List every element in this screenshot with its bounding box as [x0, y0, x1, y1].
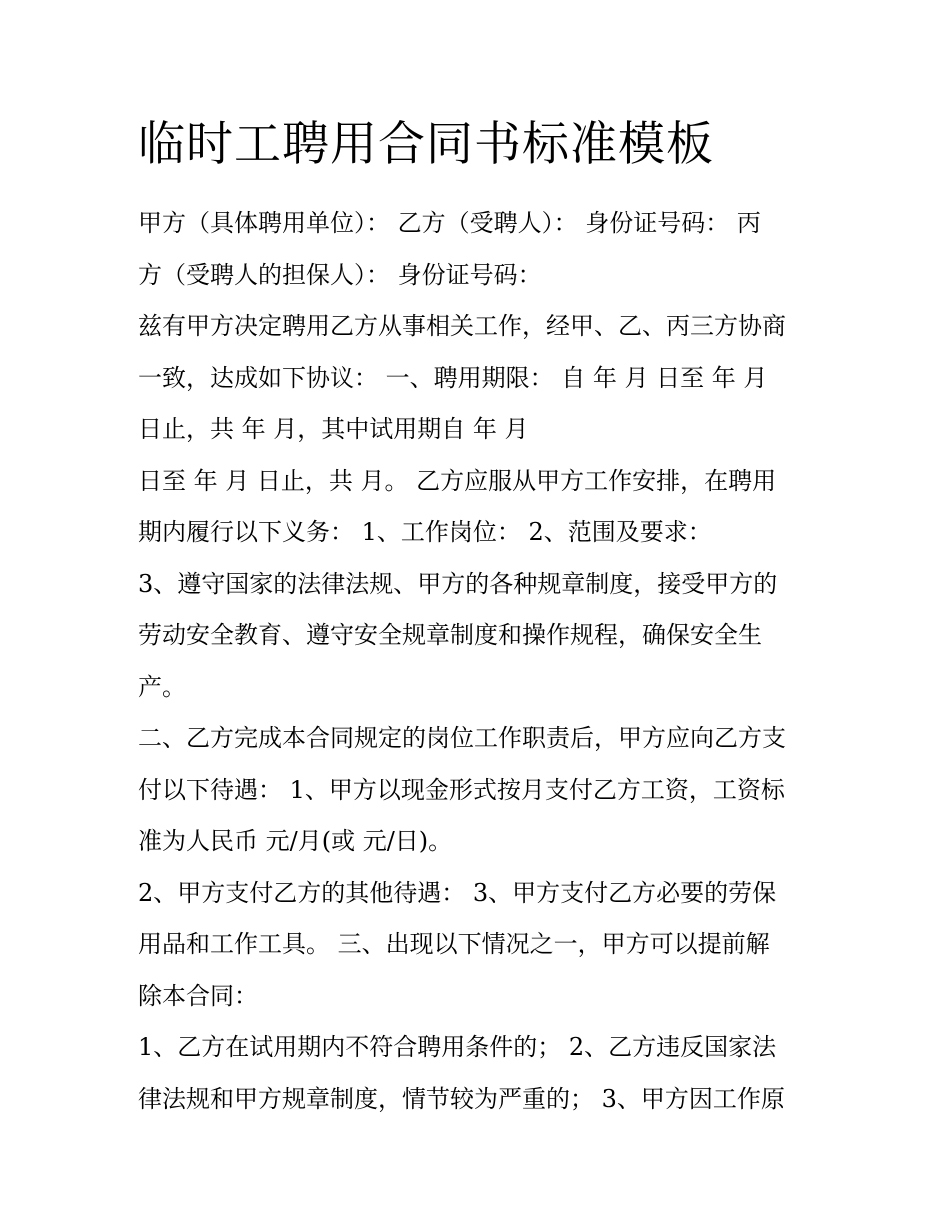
text-line-14: 2、甲方支付乙方的其他待遇： 3、甲方支付乙方必要的劳保: [138, 878, 777, 907]
text-line-1: 甲方（具体聘用单位）： 乙方（受聘人）： 身份证号码： 丙: [138, 209, 761, 237]
text-line-7: 期内履行以下义务： 1、工作岗位： 2、范围及要求：: [138, 518, 712, 546]
text-line-5: 日止，共 年 月，其中试用期自 年 月: [138, 415, 529, 443]
text-line-4: 一致，达成如下协议： 一、聘用期限： 自 年 月 日至 年 月: [138, 363, 768, 392]
document-title: 临时工聘用合同书标准模板: [138, 117, 714, 172]
text-line-15: 用品和工作工具。 三、出现以下情况之一，甲方可以提前解: [138, 930, 770, 958]
text-line-9: 劳动安全教育、遵守安全规章制度和操作规程，确保安全生: [138, 621, 762, 649]
text-line-13: 准为人民币 元/月(或 元/日)。: [138, 827, 453, 855]
text-line-11: 二、乙方完成本合同规定的岗位工作职责后，甲方应向乙方支: [138, 724, 786, 752]
text-line-17: 1、乙方在试用期内不符合聘用条件的； 2、乙方违反国家法: [138, 1033, 777, 1061]
text-line-16: 除本合同：: [138, 981, 258, 1010]
text-line-6: 日至 年 月 日止，共 月。 乙方应服从甲方工作安排，在聘用: [138, 466, 777, 495]
text-line-10: 产。: [138, 672, 186, 701]
document-body: [138, 198, 818, 1125]
text-line-8: 3、遵守国家的法律法规、甲方的各种规章制度，接受甲方的: [138, 569, 778, 598]
text-line-3: 兹有甲方决定聘用乙方从事相关工作，经甲、乙、丙三方协商: [138, 312, 786, 340]
text-line-12: 付以下待遇： 1、甲方以现金形式按月支付乙方工资，工资标: [138, 775, 785, 804]
text-line-18: 律法规和甲方规章制度，情节较为严重的； 3、甲方因工作原: [138, 1084, 785, 1113]
text-line-2: 方（受聘人的担保人）： 身份证号码：: [138, 260, 542, 289]
